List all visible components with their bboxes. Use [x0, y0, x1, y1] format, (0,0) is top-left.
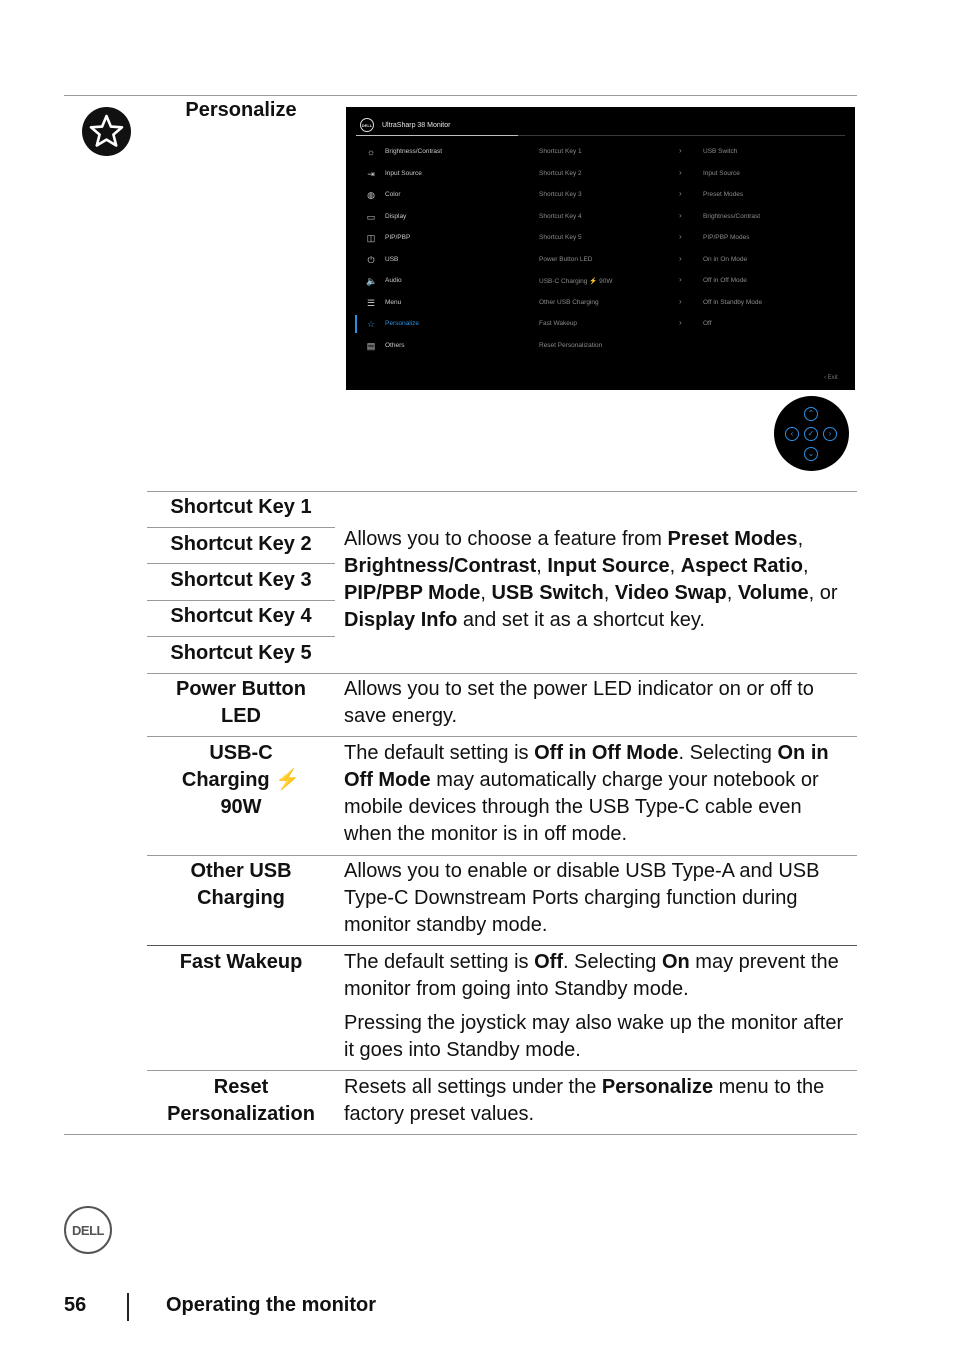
- osd-submenu-value: Off in Standby Mode: [703, 298, 763, 306]
- menu-icon: ☰: [366, 297, 376, 308]
- bottom-rule: [64, 1134, 857, 1135]
- osd-submenu-label: Fast Wakeup: [539, 320, 578, 327]
- osd-submenu-label: Shortcut Key 1: [539, 148, 582, 155]
- osd-submenu-value: Brightness/Contrast: [703, 212, 761, 220]
- osd-menu-item[interactable]: [346, 274, 855, 288]
- osd-divider: [518, 135, 845, 136]
- osd-submenu-value: On in On Mode: [703, 255, 748, 263]
- fast-wakeup-description: The default setting is Off. Selecting On may prevent the monitor from going into Standby mode.: [344, 951, 839, 1000]
- chevron-down-icon: ⌄: [804, 447, 818, 461]
- table-rule: [147, 636, 335, 637]
- osd-exit[interactable]: ‹ Exit: [824, 375, 838, 381]
- chevron-right-icon: ›: [679, 275, 682, 284]
- dell-logo-icon: DELL: [360, 118, 374, 132]
- table-rule: [147, 945, 857, 946]
- chevron-right-icon: ›: [679, 146, 682, 155]
- osd-menu-item-label: Menu: [385, 298, 402, 306]
- osd-submenu-label: Shortcut Key 2: [539, 169, 582, 177]
- chevron-right-icon: ›: [679, 318, 682, 327]
- osd-menu-item-label: Display: [385, 212, 407, 220]
- usbc-charging-label: USB-C Charging ⚡ 90W: [181, 742, 301, 818]
- osd-model-title: UltraSharp 38 Monitor: [382, 121, 451, 129]
- osd-submenu-value: Input Source: [703, 169, 740, 177]
- usb-icon: ⏻: [367, 254, 375, 265]
- other-usb-charging-label: Other USB Charging: [190, 860, 292, 909]
- shortcut-key-4-label: Shortcut Key 4: [170, 605, 312, 627]
- chevron-right-icon: ›: [679, 167, 682, 177]
- fast-wakeup-label: Fast Wakeup: [179, 951, 303, 973]
- osd-submenu-label: Other USB Charging: [539, 298, 599, 306]
- other-usb-charging-description: Allows you to enable or disable USB Type-A and USB Type-C Downstream Ports charging function during monitor standby mode.: [344, 860, 820, 936]
- osd-menu-item-label: PIP/PBP: [385, 234, 411, 241]
- table-rule: [147, 673, 857, 674]
- osd-menu-item-label: Color: [385, 191, 401, 198]
- osd-menu-item-label: Personalize: [385, 320, 419, 327]
- chevron-right-icon: ›: [679, 296, 682, 306]
- osd-submenu-value: PIP/PBP Modes: [703, 234, 750, 241]
- top-rule: [64, 95, 857, 96]
- table-rule: [147, 600, 335, 601]
- osd-menu-item-label: Brightness/Contrast: [385, 148, 443, 155]
- page-number: 56: [64, 1294, 87, 1316]
- osd-divider: [356, 135, 518, 136]
- osd-menu-item[interactable]: [346, 296, 855, 310]
- color-icon: ◍: [367, 190, 375, 200]
- shortcut-key-5-label: Shortcut Key 5: [170, 642, 312, 664]
- osd-submenu-value: Preset Modes: [703, 191, 744, 198]
- osd-menu-item[interactable]: [346, 188, 855, 202]
- osd-menu-item-label: USB: [385, 255, 399, 263]
- osd-menu-item[interactable]: [346, 210, 855, 224]
- table-rule: [147, 563, 335, 564]
- table-rule: [147, 736, 857, 737]
- others-icon: ▤: [366, 340, 376, 351]
- shortcut-key-1-label: Shortcut Key 1: [170, 496, 312, 518]
- table-rule: [147, 855, 857, 856]
- check-icon: ✓: [804, 427, 818, 441]
- reset-personalization-description: Resets all settings under the Personalize menu to the factory preset values.: [344, 1076, 825, 1125]
- osd-menu-item-label: Others: [385, 341, 405, 349]
- osd-header: [360, 115, 450, 135]
- display-icon: ▭: [366, 211, 376, 222]
- footer-divider: [127, 1293, 129, 1321]
- table-rule: [147, 491, 857, 492]
- usbc-charging-description: The default setting is Off in Off Mode. Selecting On in Off Mode may automatically charge your notebook or mobile devices through the USB Type-C cable even when the monitor is in off mode.: [344, 742, 829, 845]
- osd-submenu-value: Off: [703, 320, 712, 327]
- osd-menu-item[interactable]: [346, 145, 855, 159]
- osd-menu-screenshot: [346, 107, 855, 390]
- osd-menu-item[interactable]: [346, 253, 855, 267]
- osd-menu-item-label: Input Source: [385, 169, 422, 177]
- chevron-right-icon: ›: [823, 427, 837, 441]
- dell-logo: DELL: [64, 1206, 112, 1254]
- chevron-left-icon: ‹: [785, 427, 799, 441]
- osd-submenu-label: USB-C Charging ⚡ 90W: [539, 278, 613, 285]
- chevron-up-icon: ⌃: [804, 407, 818, 421]
- pip-icon: ◫: [366, 233, 376, 243]
- audio-icon: 🔈: [366, 276, 378, 286]
- osd-submenu-label: Shortcut Key 5: [539, 234, 582, 241]
- chevron-right-icon: ›: [679, 189, 682, 198]
- chevron-right-icon: ›: [679, 232, 682, 241]
- shortcut-key-description: Allows you to choose a feature from Preset Modes, Brightness/Contrast, Input Source, Aspect Ratio, PIP/PBP Mode, USB Switch, Video Swap, Volume, or Display Info and set it as a shortcut key.: [344, 528, 838, 631]
- osd-menu-item[interactable]: [346, 167, 855, 181]
- plug-icon: ⚡: [275, 769, 301, 791]
- osd-menu-item[interactable]: [346, 339, 855, 353]
- chevron-right-icon: ›: [679, 253, 682, 263]
- input-source-icon: ⇥: [367, 168, 375, 179]
- osd-submenu-value: Off in Off Mode: [703, 277, 747, 284]
- chapter-title: Operating the monitor: [166, 1294, 376, 1316]
- star-icon: [82, 107, 131, 156]
- shortcut-key-3-label: Shortcut Key 3: [170, 569, 312, 591]
- shortcut-key-2-label: Shortcut Key 2: [170, 533, 312, 555]
- reset-personalization-label: Reset Personalization: [167, 1076, 315, 1125]
- brightness-icon: ☼: [366, 147, 376, 157]
- table-rule: [147, 527, 335, 528]
- chevron-right-icon: ›: [679, 210, 682, 220]
- power-button-led-description: Allows you to set the power LED indicator on or off to save energy.: [344, 678, 814, 727]
- osd-menu-item-label: Audio: [385, 277, 402, 284]
- power-button-led-label: Power Button LED: [176, 678, 306, 727]
- osd-exit-label: Exit: [827, 375, 838, 381]
- star-icon: ☆: [366, 319, 376, 329]
- joystick-diagram: [774, 396, 849, 471]
- table-rule: [147, 1070, 857, 1071]
- osd-submenu-label: Power Button LED: [539, 255, 593, 263]
- osd-submenu-label: Reset Personalization: [539, 341, 603, 349]
- osd-menu-item[interactable]: [346, 231, 855, 245]
- osd-submenu-label: Shortcut Key 4: [539, 212, 582, 220]
- osd-submenu-label: Shortcut Key 3: [539, 191, 582, 198]
- osd-menu-item[interactable]: [346, 317, 855, 331]
- osd-submenu-value: USB Switch: [703, 148, 738, 155]
- section-title: Personalize: [185, 99, 297, 121]
- fast-wakeup-note: Pressing the joystick may also wake up the monitor after it goes into Standby mode.: [344, 1012, 844, 1061]
